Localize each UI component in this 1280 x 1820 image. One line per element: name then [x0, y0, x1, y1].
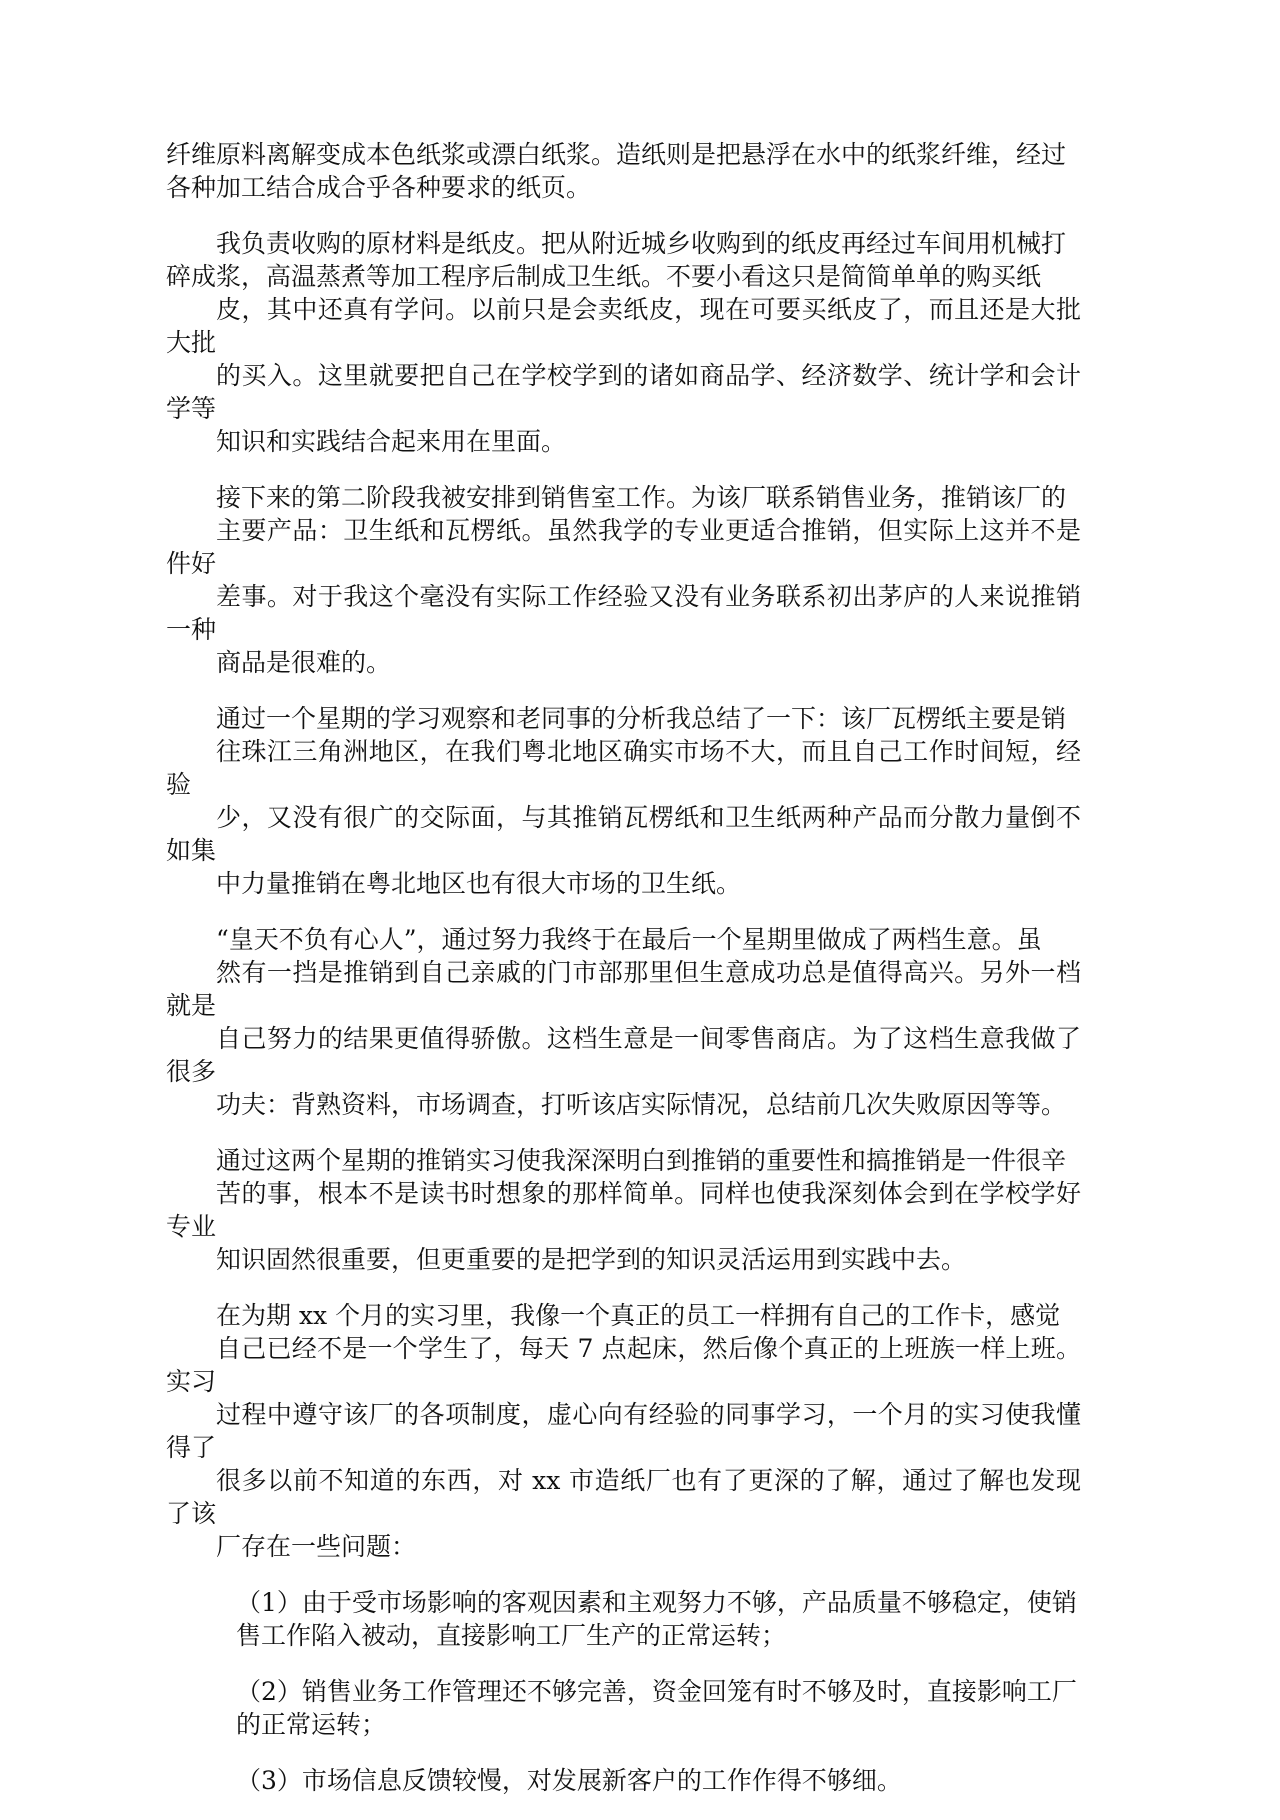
paragraph-6 [166, 1144, 1081, 1276]
text-line: 知识和实践结合起来用在里面。 [216, 427, 567, 456]
issue-item-1 [166, 1586, 1081, 1652]
text-line: 纤维原料离解变成本色纸浆或漂白纸浆。造纸则是把悬浮在水中的纸浆纤维，经过 [166, 140, 1067, 169]
text-line: 在为期 xx 个月的实习里，我像一个真正的员工一样拥有自己的工作卡，感觉 [216, 1301, 1061, 1330]
text-line: 苦的事，根本不是读书时想象的那样简单。同样也使我深刻体会到在学校学好专业 [166, 1179, 1081, 1241]
paragraph-1 [166, 138, 1081, 204]
text-line: 的买入。这里就要把自己在学校学到的诸如商品学、经济数学、统计学和会计学等 [166, 361, 1081, 423]
text-line: 少，又没有很广的交际面，与其推销瓦楞纸和卫生纸两种产品而分散力量倒不如集 [166, 803, 1081, 865]
text-line: 然有一挡是推销到自己亲戚的门市部那里但生意成功总是值得高兴。另外一档就是 [166, 958, 1081, 1020]
paragraph-5 [166, 923, 1081, 1121]
text-line: 自己努力的结果更值得骄傲。这档生意是一间零售商店。为了这档生意我做了很多 [166, 1024, 1081, 1086]
text-line: 碎成浆，高温蒸煮等加工程序后制成卫生纸。不要小看这只是简简单单的购买纸 [166, 262, 1042, 291]
paragraph-2 [166, 227, 1081, 458]
text-line: 我负责收购的原材料是纸皮。把从附近城乡收购到的纸皮再经过车间用机械打 [216, 229, 1067, 258]
paragraph-7 [166, 1299, 1081, 1563]
text-line: 售工作陷入被动，直接影响工厂生产的正常运转； [236, 1621, 787, 1650]
text-line: 各种加工结合成合乎各种要求的纸页。 [166, 173, 592, 202]
text-line: （3）市场信息反馈较慢，对发展新客户的工作作得不够细。 [236, 1766, 902, 1795]
document-page [166, 138, 1081, 1820]
text-line: （1）由于受市场影响的客观因素和主观努力不够，产品质量不够稳定，使销 [236, 1588, 1077, 1617]
text-line: 主要产品：卫生纸和瓦楞纸。虽然我学的专业更适合推销，但实际上这并不是件好 [166, 516, 1081, 578]
text-line: 商品是很难的。 [216, 648, 392, 677]
text-line: 的正常运转； [236, 1710, 387, 1739]
issue-item-3 [166, 1764, 1081, 1797]
issue-item-2 [166, 1675, 1081, 1741]
paragraph-4 [166, 702, 1081, 900]
text-line: 接下来的第二阶段我被安排到销售室工作。为该厂联系销售业务，推销该厂的 [216, 483, 1067, 512]
text-line: 很多以前不知道的东西，对 xx 市造纸厂也有了更深的了解，通过了解也发现了该 [166, 1466, 1081, 1528]
text-line: 皮，其中还真有学问。以前只是会卖纸皮，现在可要买纸皮了，而且还是大批大批 [166, 295, 1081, 357]
text-line: 往珠江三角洲地区，在我们粤北地区确实市场不大，而且自己工作时间短，经验 [166, 737, 1081, 799]
text-line: “皇天不负有心人”，通过努力我终于在最后一个星期里做成了两档生意。虽 [216, 925, 1042, 954]
text-line: 中力量推销在粤北地区也有很大市场的卫生纸。 [216, 869, 742, 898]
text-line: 厂存在一些问题： [216, 1532, 417, 1561]
text-line: 功夫：背熟资料，市场调查，打听该店实际情况，总结前几次失败原因等等。 [216, 1090, 1067, 1119]
text-line: 知识固然很重要，但更重要的是把学到的知识灵活运用到实践中去。 [216, 1245, 967, 1274]
text-line: 自己已经不是一个学生了，每天 7 点起床，然后像个真正的上班族一样上班。实习 [166, 1334, 1081, 1396]
text-line: （2）销售业务工作管理还不够完善，资金回笼有时不够及时，直接影响工厂 [236, 1677, 1077, 1706]
text-line: 差事。对于我这个毫没有实际工作经验又没有业务联系初出茅庐的人来说推销一种 [166, 582, 1081, 644]
paragraph-3 [166, 481, 1081, 679]
text-line: 过程中遵守该厂的各项制度，虚心向有经验的同事学习，一个月的实习使我懂得了 [166, 1400, 1081, 1462]
text-line: 通过这两个星期的推销实习使我深深明白到推销的重要性和搞推销是一件很辛 [216, 1146, 1067, 1175]
text-line: 通过一个星期的学习观察和老同事的分析我总结了一下：该厂瓦楞纸主要是销 [216, 704, 1067, 733]
